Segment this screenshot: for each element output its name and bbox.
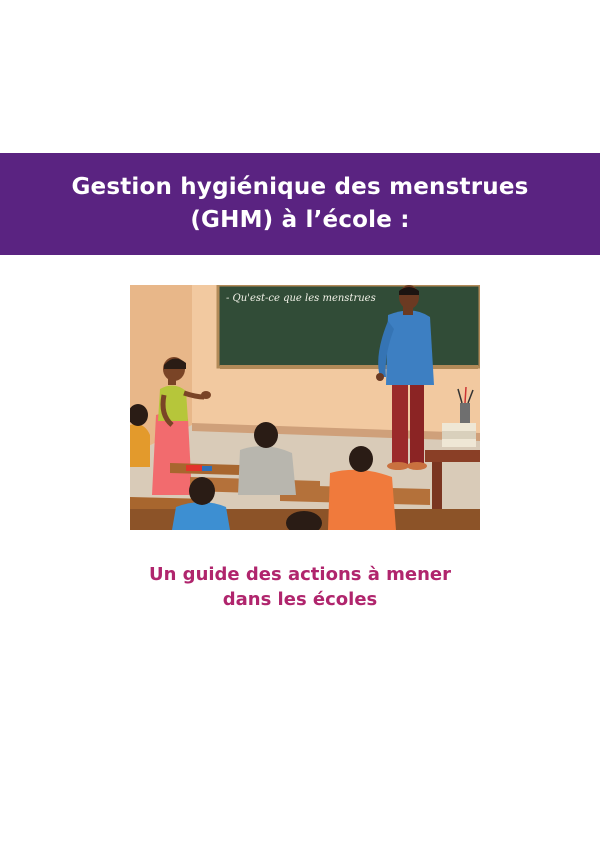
blackboard-text: - Qu'est-ce que les menstrues (226, 293, 376, 304)
subtitle (0, 562, 600, 612)
title-line-2: (GHM) à l’école : (190, 207, 410, 233)
title-band (0, 153, 600, 255)
title-line-1: Gestion hygiénique des menstrues (71, 174, 529, 200)
blackboard (218, 285, 480, 369)
subtitle-line-2: dans les écoles (222, 589, 378, 610)
classroom-illustration (130, 285, 480, 530)
subtitle-line-1: Un guide des actions à mener (148, 564, 452, 585)
